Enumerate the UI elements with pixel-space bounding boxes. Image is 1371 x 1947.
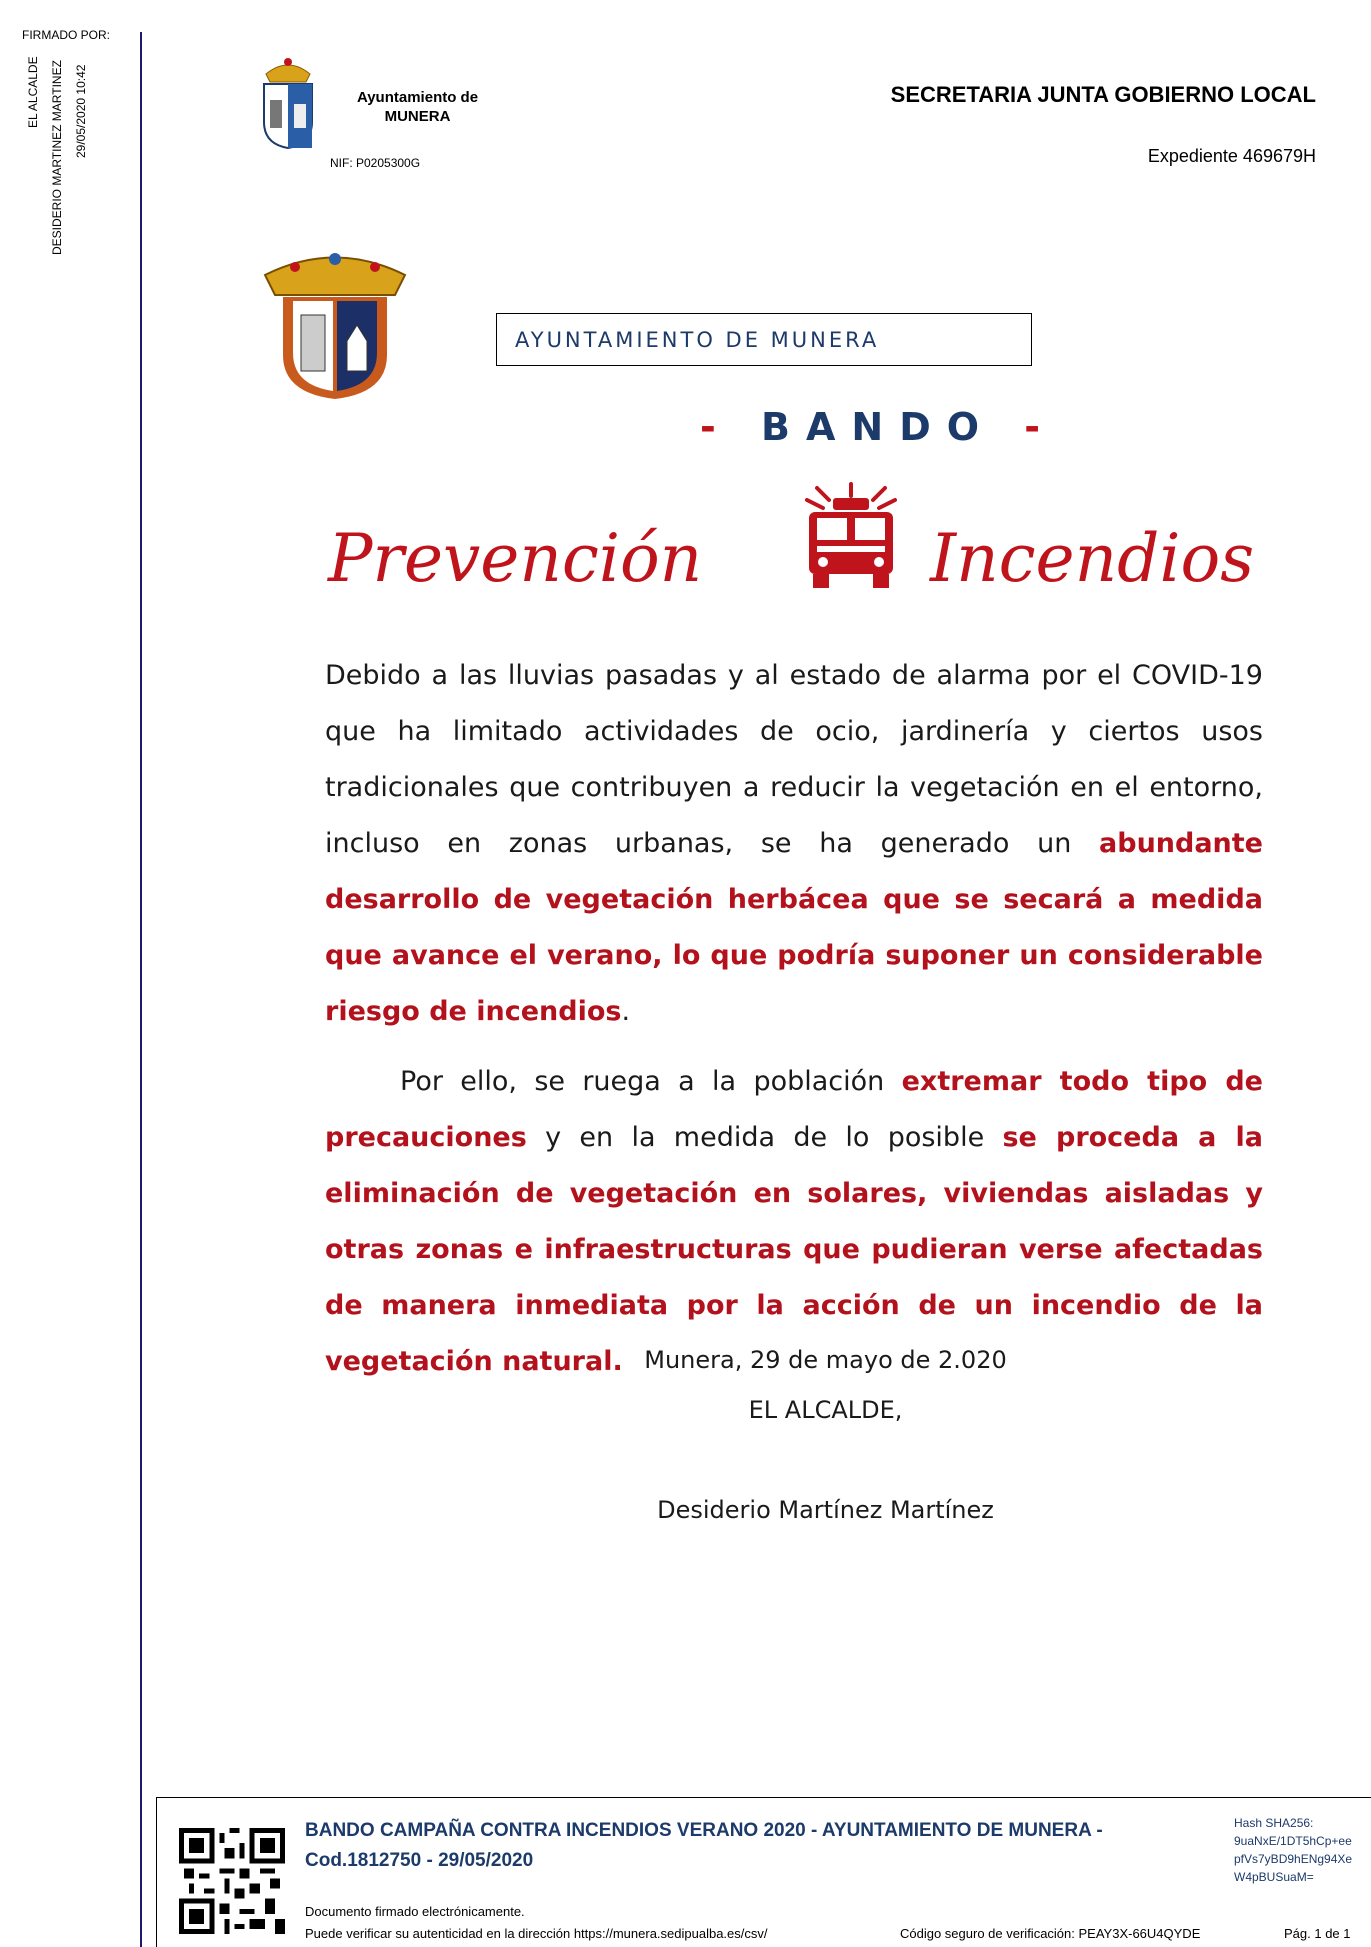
signed-by-label: FIRMADO POR: — [22, 28, 111, 42]
hash-block: Hash SHA256: 9uaNxE/1DT5hCp+ee pfVs7yBD9hENg94Xe W4pBUSuaM= — [1234, 1816, 1353, 1884]
signature-name: DESIDERIO MARTINEZ MARTINEZ — [50, 60, 64, 255]
signature-role: EL ALCALDE — [26, 56, 40, 128]
signature-datetime: 29/05/2020 10:42 — [74, 64, 88, 158]
nif: NIF: P0205300G — [330, 156, 421, 170]
municipal-crest-large-icon — [255, 245, 415, 410]
verification-footer — [156, 1797, 1371, 1947]
title-incendios: Incendios — [930, 520, 1255, 597]
signed-electronically-note: Documento firmado electrónicamente. — [305, 1904, 525, 1919]
closing-role: EL ALCALDE, — [748, 1396, 903, 1424]
margin-divider — [140, 32, 142, 1947]
expediente-number: Expediente 469679H — [1147, 146, 1316, 166]
notice-body — [325, 648, 1263, 1390]
paragraph-2: Por ello, se ruega a la población extremar todo tipo de precauciones y en la medida de lo posible se proceda a la eliminación de vegetación en solares, viviendas aisladas y otras zonas e infraestructuras que pudieran verse afectadas de manera inmediata por la acción de un incendio de la vegetación natural. — [325, 1066, 1263, 1377]
fire-truck-icon — [795, 482, 907, 597]
bando-heading: - BANDO - — [700, 405, 1057, 449]
municipal-crest-small-icon — [258, 52, 318, 157]
verification-url[interactable]: Puede verificar su autenticidad en la dirección https://munera.sedipualba.es/csv/ — [305, 1926, 768, 1941]
qr-code-icon[interactable] — [179, 1828, 285, 1939]
verification-code: Código seguro de verificación: PEAY3X-66U4QYDE — [900, 1926, 1201, 1941]
municipality-box: AYUNTAMIENTO DE MUNERA — [496, 313, 1032, 366]
department-title: SECRETARIA JUNTA GOBIERNO LOCAL — [890, 82, 1316, 107]
title-prevencion: Prevención — [328, 520, 703, 597]
place-date: Munera, 29 de mayo de 2.020 — [644, 1346, 1007, 1374]
mayor-name: Desiderio Martínez Martínez — [657, 1496, 994, 1524]
footer-document-title: BANDO CAMPAÑA CONTRA INCENDIOS VERANO 2020 - AYUNTAMIENTO DE MUNERA - Cod.1812750 - 29/05/2020 — [305, 1820, 1103, 1871]
page-number: Pág. 1 de 1 — [1284, 1926, 1351, 1941]
org-name: Ayuntamiento de MUNERA — [356, 89, 479, 125]
paragraph-1: Debido a las lluvias pasadas y al estado de alarma por el COVID-19 que ha limitado actividades de ocio, jardinería y ciertos usos tradicionales que contribuyen a reducir la vegetación en el entorno, incluso en zonas urbanas, se ha generado un abundante desarrollo de vegetación herbácea que se secará a medida que avance el verano, lo que podría suponer un considerable riesgo de incendios. — [325, 660, 1263, 1027]
